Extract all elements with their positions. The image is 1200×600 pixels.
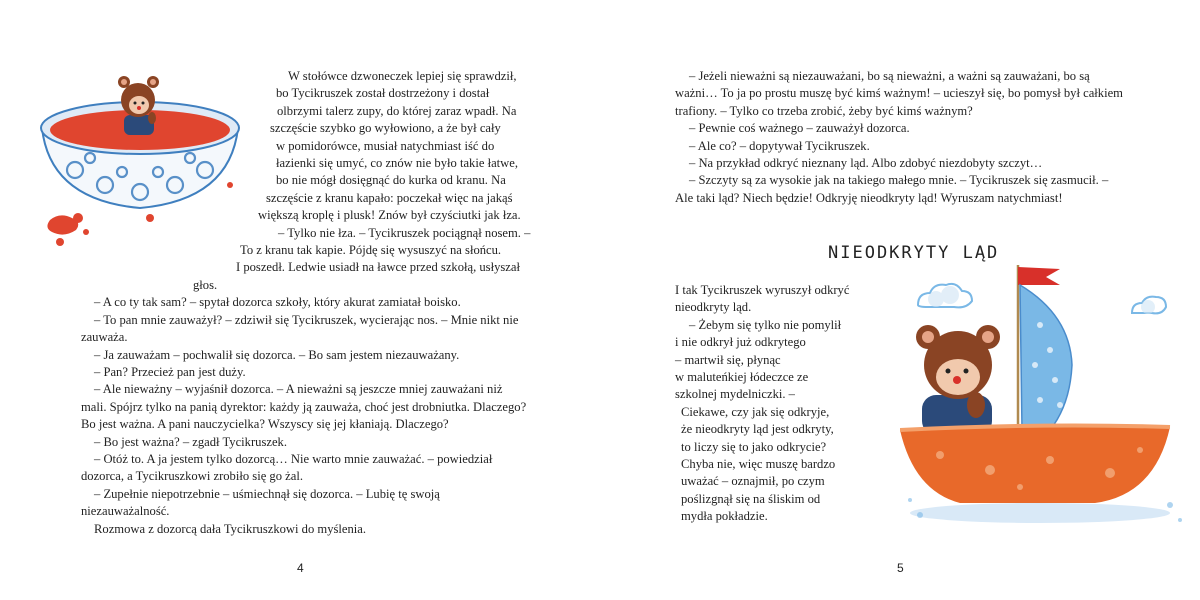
paragraph: I poszedł. Ledwie usiadł na ławce przed szkołą, usłyszał [236, 260, 520, 275]
paragraph: uważać – oznajmił, po czym [681, 474, 825, 489]
paragraph: szczęście z kranu kapało: poczekał więc na jakąś [266, 190, 513, 205]
paragraph: poślizgnął się na śliskim od [681, 491, 821, 506]
paragraph: w pomidorówce, musiał natychmiast iść do [276, 138, 495, 153]
paragraph: trafiony. – Tylko co trzeba zrobić, żeby być kimś ważnym? [675, 103, 973, 118]
paragraph: mali. Spójrz tylko na panią dyrektor: każdy ją zauważa, choć jest drobniutka. Dlaczego? [81, 399, 527, 414]
paragraph: – Ale nieważny – wyjaśnił dozorca. – A nieważni są jeszcze mniej zauważani niż [94, 382, 503, 397]
paragraph: niezauważalność. [81, 504, 170, 519]
paragraph: Chyba nie, więc muszę bardzo [681, 457, 836, 472]
paragraph: – Ja zauważam – pochwalił się dozorca. – Bo sam jestem niezauważany. [94, 347, 460, 362]
page-number: 5 [897, 561, 904, 575]
paragraph: – Pewnie coś ważnego – zauważył dozorca. [689, 121, 910, 136]
paragraph: – Zupełnie niepotrzebnie – uśmiechnął się dozorca. – Lubię tę swoją [94, 486, 440, 501]
chapter-body-text [675, 282, 895, 526]
paragraph: mydła pokładzie. [681, 509, 768, 524]
left-page-text [0, 68, 560, 538]
paragraph: Bo jest ważna. A pani nauczycielka? Wszyscy się jej kłaniają. Dlaczego? [81, 417, 449, 432]
paragraph: ważni… To ja po prostu muszę być kimś ważnym! – ucieszył się, bo pomysł był całkiem [675, 86, 1123, 101]
paragraph: dozorca, a Tycikruszkowi zrobiło się go żal. [81, 469, 304, 484]
paragraph: większą kroplę i plusk! Znów był czyściutki jak łza. [258, 208, 521, 223]
paragraph: – Otóż to. A ja jestem tylko dozorcą… Nie warto mnie zauważać. – powiedział [94, 451, 493, 466]
chapter-title: NIEODKRYTY LĄD [828, 243, 1000, 263]
paragraph: nieodkryty ląd. [675, 300, 752, 315]
paragraph: bo Tycikruszek został dostrzeżony i dostał [276, 86, 490, 101]
paragraph: – Jeżeli nieważni są niezauważani, bo są nieważni, a ważni są zauważani, bo są [689, 69, 1090, 83]
paragraph: szkolnej mydelniczki. – [675, 387, 795, 402]
paragraph: że nieodkryty ląd jest odkryty, [681, 422, 834, 437]
paragraph: – Na przykład odkryć nieznany ląd. Albo zdobyć niezdobyty szczyt… [689, 156, 1043, 171]
flag [1018, 267, 1060, 285]
paragraph: szczęście szybko go wyłowiono, a że był cały [270, 121, 501, 136]
paragraph: – Ale co? – dopytywał Tycikruszek. [689, 138, 870, 153]
paragraph: to liczy się to jako odkrycie? [681, 439, 827, 454]
paragraph: olbrzymi talerz zupy, do której zaraz wpadł. Na [277, 103, 517, 118]
sail [1020, 285, 1072, 430]
paragraph: – Żebym się tylko nie pomylił [689, 317, 842, 332]
paragraph: I tak Tycikruszek wyruszył odkryć [675, 283, 850, 297]
paragraph: W stołówce dzwoneczek lepiej się sprawdził, [288, 69, 517, 83]
right-page [600, 0, 1200, 600]
dialogue-text [675, 68, 1195, 207]
paragraph: Ciekawe, czy jak się odkryje, [681, 404, 830, 419]
paragraph: bo nie mógł dosięgnąć do kurka od kranu. Na [276, 173, 506, 188]
paragraph: – Szczyty są za wysokie jak na takiego małego mnie. – Tycikruszek się zasmucił. – [689, 173, 1109, 188]
paragraph: Rozmowa z dozorcą dała Tycikruszkowi do myślenia. [94, 521, 367, 536]
paragraph: zauważa. [81, 330, 128, 345]
boat-illustration [900, 255, 1190, 545]
paragraph: – A co ty tak sam? – spytał dozorca szkoły, który akurat zamiatał boisko. [94, 295, 461, 310]
paragraph: w maluteńkiej łódeczce ze [675, 370, 809, 385]
paragraph: łazienki się umyć, co znów nie było takie łatwe, [276, 156, 518, 171]
paragraph: – To pan mnie zauważył? – zdziwił się Tycikruszek, wycierając nos. – Mnie nikt nie [94, 312, 519, 327]
paragraph: głos. [193, 277, 218, 292]
paragraph: – Tylko nie łza. – Tycikruszek pociągnął nosem. – [278, 225, 531, 240]
paragraph: Ale taki ląd? Niech będzie! Odkryję nieodkryty ląd! Wyruszam natychmiast! [675, 190, 1063, 205]
page-number: 4 [297, 561, 304, 575]
paragraph: – martwił się, płynąc [675, 352, 781, 367]
paragraph: – Bo jest ważna? – zgadł Tycikruszek. [94, 434, 287, 449]
paragraph: To z kranu tak kapie. Pójdę się wysuszyć na słońcu. [240, 243, 502, 258]
paragraph: i nie odkrył już odkrytego [675, 335, 806, 350]
boat-hull [900, 426, 1170, 503]
paragraph: – Pan? Przecież pan jest duży. [94, 364, 246, 379]
mouse-character [916, 325, 1000, 435]
